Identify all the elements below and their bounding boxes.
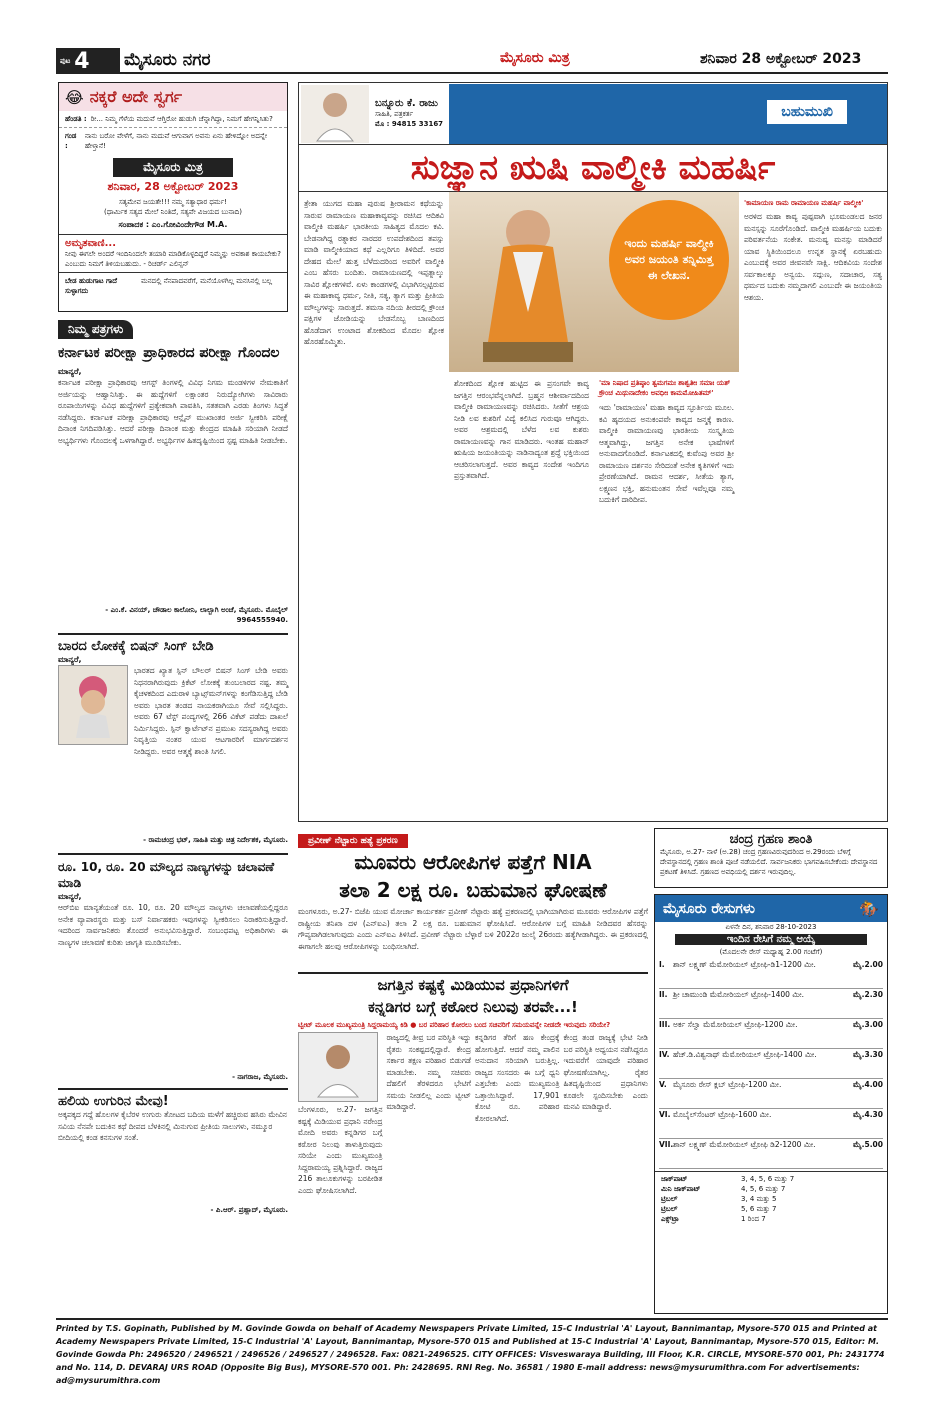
teaser-right: ಮನದಲ್ಲಿ ನೆನಪಾದವರೆಗೆ, ಮನೆಯೊಳಗಿಲ್ಲ ಮನಸಿನಲ್ಲಿ ಬಲ್ಲ [141, 277, 273, 285]
joke-box [58, 82, 288, 312]
cm-photo [298, 1032, 378, 1102]
letter-2-body-a: ಭಾರತದ ಖ್ಯಾತ ಸ್ಪಿನ್ ಬೌಲರ್ ಬಿಷನ್ ಸಿಂಗ್ ಬೇಡಿ ಅವರು ನಿಧನರಾಗಿರುವುದು ಕ್ರಿಕೆಟ್ ಲೋಕಕ್ಕೆ ತುಂಬಲಾರದ ನಷ್ಟ. ತಮ್ಮ ಕೈಚಳಕದಿಂದ ಎದುರಾಳಿ ಬ್ಯಾಟ್ಸ್‌ಮನ್‌ಗಳನ್ನು ಕಂಗೆಡಿಸುತ್ತಿದ್ದ ಬೇಡಿ ಅವರು ಭಾರತ ತಂಡದ ನಾಯಕರಾಗಿಯೂ ಸೇವೆ ಸಲ್ಲಿಸಿದ್ದರು. ಅವರು 67 ಟೆಸ್ಟ್ ಪಂದ್ಯಗಳಲ್ಲಿ 266 ವಿಕೆಟ್ ಪಡೆದು ದಾಖಲೆ ನಿರ್ಮಿಸಿದ್ದರು. ಸ್ಪಿನ್ ಕ್ವಾರ್ಟೆಟ್‌ನ ಪ್ರಮುಖ ಸದಸ್ಯರಾಗಿದ್ದ ಅವರು ನಿವೃತ್ತಿಯ ನಂತರ ಯುವ ಆಟಗಾರರಿಗೆ ಮಾರ್ಗದರ್ಶನ ನೀಡಿದ್ದರು. ಅವರ ಆತ್ಮಕ್ಕೆ ಶಾಂತಿ ಸಿಗಲಿ. [134, 666, 288, 756]
races-time: (ಮೊದಲನೇ ರೇಸ್ ಮಧ್ಯಾಹ್ನ 2.00 ಗಂಟೆಗೆ) [719, 948, 823, 956]
races-box [654, 894, 888, 1314]
races-list [655, 957, 887, 1171]
letter-2-sign: - ರಾಮಚಂದ್ರ ಭಟ್, ಸಾಹಿತಿ ಮತ್ತು ಚಿತ್ರ ನಿರ್ದೇಶಕ, ಮೈಸೂರು. [143, 836, 288, 844]
eclipse-notice [654, 828, 888, 888]
pm-col-2: ರಾಜ್ಯದಲ್ಲಿ ತೀವ್ರ ಬರ ಪರಿಸ್ಥಿತಿ ಇದ್ದು ರೈತರು ಸಂಕಷ್ಟದಲ್ಲಿದ್ದಾರೆ. ಕೇಂದ್ರ ಸರ್ಕಾರ ತಕ್ಷಣ ಪರಿಹಾರ ಬಿಡುಗಡೆ ಮಾಡಬೇಕು. ನಮ್ಮ ಸಚಿವರು ದೆಹಲಿಗೆ ತೆರಳಿದರೂ ಭೇಟಿಗೆ ಸಮಯ ನೀಡಲಿಲ್ಲ ಎಂದು ಟ್ವೀಟ್ ಮಾಡಿದ್ದಾರೆ. [386, 1033, 471, 1111]
amrutavani-title: ಅಮೃತವಾಣಿ... [65, 238, 116, 249]
letter-3-sign: - ನಾಗರಾಜ, ಮೈಸೂರು. [232, 1073, 288, 1081]
nia-headline-1: ಮೂವರು ಆರೋಪಿಗಳ ಪತ್ತೆಗೆ NIA [354, 850, 592, 874]
race-row: II. ಶ್ರೀ ಚಾಮುಂಡಿ ಮೆಮೋರಿಯಲ್ ಟ್ರೋಫಿ-1400 ಮೀ. ಮೈ.2.30 [659, 989, 883, 1019]
editorial-motto-2: (ಧಾರ್ಮಿಕ ಸತ್ಯದ ಮೇಲೆ ನಿಂತಿದೆ, ಸತ್ಯವೇ ವಿಜಯದ ಬುನಾದಿ) [104, 208, 242, 216]
races-today: ಇಂದಿನ ರೇಸಿಗೆ ನಮ್ಮ ಆಯ್ಕೆ [675, 934, 867, 945]
author-role: ಸಾಹಿತಿ, ಪತ್ರಕರ್ತ [375, 110, 414, 118]
nia-body: ಮಂಗಳೂರು, ಅ.27- ಬಿಜೆಪಿ ಯುವ ಮೋರ್ಚಾ ಕಾರ್ಯಕರ್ತ ಪ್ರವೀಣ್ ನೆಟ್ಟಾರು ಹತ್ಯೆ ಪ್ರಕರಣದಲ್ಲಿ ಭಾಗಿಯಾಗಿರುವ ಮೂವರು ಆರೋಪಿಗಳ ಪತ್ತೆಗೆ ರಾಷ್ಟ್ರೀಯ ತನಿಖಾ ದಳ (ಎನ್ಐಎ) ತಲಾ 2 ಲಕ್ಷ ರೂ. ಬಹುಮಾನ ಘೋಷಿಸಿದೆ. ಆರೋಪಿಗಳ ಬಗ್ಗೆ ಮಾಹಿತಿ ನೀಡಿದವರ ಹೆಸರನ್ನು ಗೌಪ್ಯವಾಗಿಡಲಾಗುವುದು ಎಂದು ಎನ್ಐಎ ತಿಳಿಸಿದೆ. ಪ್ರವೀಣ್ ನೆಟ್ಟಾರು ಬೆಳ್ಳಾರೆ ಬಳಿ 2022ರ ಜುಲೈ 26ರಂದು ಹತ್ಯೆಗೀಡಾಗಿದ್ದರು. ಈ ಪ್ರಕರಣದಲ್ಲಿ ಈಗಾಗಲೇ ಹಲವು ಆರೋಪಿಗಳನ್ನು ಬಂಧಿಸಲಾಗಿದೆ. [298, 907, 648, 951]
page-label: ಪುಟ [60, 57, 71, 65]
editor-label: ಸಂಪಾದಕ : [118, 220, 150, 229]
imprint-footer [56, 1318, 888, 1386]
race-row: VII. ಶಾನ್ ಲಕ್ಷ್ಮಣ್ ಮೆಮೋರಿಯಲ್ ಟ್ರೋಫಿ ಡಿ2-1200 ಮೀ. ಮೈ.5.00 [659, 1139, 883, 1169]
nia-headline-2: ತಲಾ 2 ಲಕ್ಷ ರೂ. ಬಹುಮಾನ ಘೋಷಣೆ [339, 878, 607, 902]
letter-3-salutation: ಮಾನ್ಯರೆ, [58, 892, 82, 901]
race-row: I. ಶಾನ್ ಲಕ್ಷ್ಮಣ್ ಮೆಮೋರಿಯಲ್ ಟ್ರೋಫಿ-ಡಿ1-1200 ಮೀ. ಮೈ.2.00 [659, 959, 883, 989]
amrutavani-text: ನೀವು ಈಗಲೇ ಅಂದರೆ ಇಂದಿನಿಂದಲೇ ತಯಾರಿ ಮಾಡಿಕೊಳ್ಳದಿದ್ದರೆ ನಿಮ್ಮನ್ನು ಅವಕಾಶ ಕಾಯಬೇಕು? ಎಂಬುದು ನಿಮಗೆ ತಿಳಿಯಬಹುದು. - ರಿಚರ್ಡ್ ಎಲಿನ್ಸನ್ [65, 250, 281, 268]
paper-name: ಮೈಸೂರು ಮಿತ್ರ [500, 50, 570, 66]
feature-col-4: ಅರಳಿದ ಮಹಾ ಕಾವ್ಯ ಪುಷ್ಪವಾಗಿ ಭೂಮಂಡಲದ ಜನರ ಮನಸ್ಸನ್ನು ಸೂರೆಗೊಂಡಿದೆ. ವಾಲ್ಮೀಕಿ ಮಹರ್ಷಿಯ ಬದುಕು ಪರಿವರ್ತನೆಯ ಸಂಕೇತ. ಮನುಷ್ಯ ಮನಸ್ಸು ಮಾಡಿದರೆ ಯಾವ ಸ್ಥಿತಿಯಿಂದಲೂ ಉನ್ನತ ಸ್ಥಾನಕ್ಕೆ ಏರಬಹುದು ಎಂಬುದಕ್ಕೆ ಅವರ ಜೀವನವೇ ಸಾಕ್ಷಿ. ಆದಿಕವಿಯ ಸಂದೇಶ ಸರ್ವಕಾಲಕ್ಕೂ ಅನ್ವಯ. ಸದ್ಗುಣ, ಸದಾಚಾರ, ಸತ್ಯ ಧರ್ಮದ ಬದುಕು ನಮ್ಮದಾಗಲಿ ಎಂಬುದೇ ಈ ಜಯಂತಿಯ ಆಶಯ. [744, 212, 882, 302]
letter-4-poem: ಅಕ್ಕಪಕ್ಕದ ಗದ್ದೆ ಹೊಲಗಳ ಕೈಬೆರಳ ಉಗುರು ತೋಟದ ಬದಿಯ ಮಳೆಗೆ ಹಚ್ಚಿರುವ ಹಸಿರು ಮೇವಿನ ಸವಿಯ ನೆನಪೇ ಬದುಕಿನ ಕಥೆ ದೀಪದ ಬೆಳಕಿನಲ್ಲಿ ಮಿನುಗುವ ಪ್ರೀತಿಯ ಸಾಲುಗಳು, ನಮ್ಮೂರ ಬೀದಿಯಲ್ಲಿ ಕಂಡ ಕನಸುಗಳ ಸಂತೆ. [58, 1110, 287, 1142]
pm-col-4: ಕೇಂದ್ರ ತಂಡ ರಾಜ್ಯಕ್ಕೆ ಭೇಟಿ ನೀಡಿ ಬರ ಪರಿಸ್ಥಿತಿ ಅಧ್ಯಯನ ನಡೆಸಿದ್ದರೂ ಇದುವರೆಗೆ ಯಾವುದೇ ಪರಿಹಾರ ಘೋಷಣೆಯಾಗಿಲ್ಲ. ರೈತರ ಹಿತದೃಷ್ಟಿಯಿಂದ ಪ್ರಧಾನಿಗಳು ಕೂಡಲೇ ಸ್ಪಂದಿಸಬೇಕು ಎಂದು ಮನವಿ ಮಾಡಿದ್ದಾರೆ. [563, 1033, 648, 1111]
letter-3-title: ರೂ. 10, ರೂ. 20 ಮೌಲ್ಯದ ನಾಣ್ಯಗಳನ್ನು ಚಲಾವಣೆ ಮಾಡಿ [58, 853, 288, 891]
editorial-date: ಶನಿವಾರ, 28 ಅಕ್ಟೋಬರ್ 2023 [107, 180, 239, 193]
race-row: VI. ಮೊಬೈಲ್‌ಸೆಂಟರ್ ಟ್ರೋಫಿ-1600 ಮೀ. ಮೈ.4.30 [659, 1109, 883, 1139]
joke-speaker-2: ಗಂಡ : [65, 132, 77, 150]
pm-col-3: ಕನ್ನಡಿಗರ ತೆರಿಗೆ ಹಣ ಕೇಂದ್ರಕ್ಕೆ ಹೋಗುತ್ತಿದೆ. ಆದರೆ ನಮ್ಮ ಪಾಲಿನ ಅನುದಾನ ಸರಿಯಾಗಿ ಬರುತ್ತಿಲ್ಲ. ರಾಜ್ಯದ ಸಂಸದರು ಈ ಬಗ್ಗೆ ಧ್ವನಿ ಎತ್ತಬೇಕು ಎಂದು ಮುಖ್ಯಮಂತ್ರಿ ಒತ್ತಾಯಿಸಿದ್ದಾರೆ. 17,901 ಕೋಟಿ ರೂ. ಪರಿಹಾರ ಕೋರಲಾಗಿದೆ. [475, 1033, 560, 1123]
pm-subhead: ಟ್ವೀಟ್ ಮೂಲಕ ಮುಖ್ಯಮಂತ್ರಿ ಸಿದ್ದರಾಮಯ್ಯ ಕಿಡಿ ● ಬರ ಪರಿಹಾರ ಕೋರಲು ಬಂದ ಸಚಿವರಿಗೆ ಸಮಯವನ್ನೇ ನೀಡದೇ ಇರುವುದು ಸರಿಯೇ? [298, 1021, 611, 1029]
joke-line-2: ನಾನು ಬರೋ ವೇಳೆಗೆ, ನಾನು ಮದುವೆ ಆಗುವಾಗ ಅವನು ಏನು ಹೇಳಿದ್ನೋ ಅದನ್ನೇ ಹೇಳ್ತಾನೆ! [84, 132, 268, 150]
letter-1-title: ಕರ್ನಾಟಕ ಪರೀಕ್ಷಾ ಪ್ರಾಧಿಕಾರದ ಪರೀಕ್ಷಾ ಗೊಂದಲ [58, 345, 280, 361]
author-name: ಬನ್ನೂರು ಕೆ. ರಾಜು [375, 98, 438, 109]
pm-story [298, 972, 648, 1314]
eclipse-body: ಮೈಸೂರು, ಅ.27- ನಾಳೆ (ಅ.28) ಚಂದ್ರ ಗ್ರಹಣವಿರುವುದರಿಂದ ಅ.29ರಂದು ಬೆಳಿಗ್ಗೆ ದೇವಸ್ಥಾನದಲ್ಲಿ ಗ್ರಹಣ ಶಾಂತಿ ಪೂಜೆ ನಡೆಯಲಿದೆ. ಸಾರ್ವಜನಿಕರು ಭಾಗವಹಿಸಬೇಕೆಂದು ದೇವಸ್ಥಾನದ ಪ್ರಕಟಣೆ ತಿಳಿಸಿದೆ. ಗ್ರಹಣದ ಅವಧಿಯಲ್ಲಿ ದರ್ಶನ ಇರುವುದಿಲ್ಲ. [660, 848, 878, 876]
bedi-portrait [58, 665, 128, 745]
pm-headline-1: ಜಗತ್ತಿನ ಕಷ್ಟಕ್ಕೆ ಮಿಡಿಯುವ ಪ್ರಧಾನಿಗಳಿಗೆ [377, 976, 569, 994]
race-row: V. ಮೈಸೂರು ರೇಸ್ ಕ್ಲಬ್ ಟ್ರೋಫಿ-1200 ಮೀ. ಮೈ.4.00 [659, 1079, 883, 1109]
letter-1-sign: - ಎಂ.ಕೆ. ವಿನಯ್, ಚೌಡಾಲ ಕಾಲೋನಿ, ಲಾಲ್ಬಾಗಿ ಅಂಚೆ, ಮೈಸೂರು. ಮೊಬೈಲ್ 9964555940. [105, 606, 288, 624]
feature-col-1: ತ್ರೇತಾ ಯುಗದ ಮಹಾ ಪುರುಷ ಶ್ರೀರಾಮನ ಕಥೆಯನ್ನು ಸಾರುವ ರಾಮಾಯಣ ಮಹಾಕಾವ್ಯವನ್ನು ರಚಿಸಿದ ಆದಿಕವಿ ವಾಲ್ಮೀಕಿ ಮಹರ್ಷಿ ಭಾರತೀಯ ಸಾಹಿತ್ಯದ ಮೊದಲ ಕವಿ. ಬೇಡನಾಗಿದ್ದ ರತ್ನಾಕರ ನಾರದರ ಉಪದೇಶದಿಂದ ತಪಸ್ಸು ಮಾಡಿ ವಾಲ್ಮೀಕಿಯಾದ ಕಥೆ ಎಲ್ಲರಿಗೂ ತಿಳಿದಿದೆ. ಅವರ ದೇಹದ ಮೇಲೆ ಹುತ್ತ ಬೆಳೆದುದರಿಂದ ಅವರಿಗೆ ವಾಲ್ಮೀಕಿ ಎಂಬ ಹೆಸರು ಬಂದಿತು. ರಾಮಾಯಣದಲ್ಲಿ ಇಪ್ಪತ್ನಾಲ್ಕು ಸಾವಿರ ಶ್ಲೋಕಗಳಿವೆ. ಏಳು ಕಾಂಡಗಳಲ್ಲಿ ವಿಭಾಗಿಸಲ್ಪಟ್ಟಿರುವ ಈ ಮಹಾಕಾವ್ಯ ಧರ್ಮ, ನೀತಿ, ಸತ್ಯ, ತ್ಯಾಗ ಮತ್ತು ಪ್ರೀತಿಯ ಮೌಲ್ಯಗಳನ್ನು ಸಾರುತ್ತದೆ. ತಮಸಾ ನದಿಯ ತೀರದಲ್ಲಿ ಕ್ರೌಂಚ ಪಕ್ಷಿಗಳ ಜೋಡಿಯನ್ನು ಬೇಡನೊಬ್ಬ ಬಾಣದಿಂದ ಹೊಡೆದಾಗ ಉಂಟಾದ ಶೋಕದಿಂದ ಮೊದಲ ಶ್ಲೋಕ ಹೊರಹೊಮ್ಮಿತು. [304, 199, 444, 346]
race-row: III. ಅರ್ಕ ಸೆಲ್ವಾ ಮೆಮೋರಿಯಲ್ ಟ್ರೋಫಿ-1200 ಮೀ. ಮೈ.3.00 [659, 1019, 883, 1049]
pm-col-1: ಬೆಂಗಳೂರು, ಅ.27- ಜಗತ್ತಿನ ಕಷ್ಟಕ್ಕೆ ಮಿಡಿಯುವ ಪ್ರಧಾನಿ ನರೇಂದ್ರ ಮೋದಿ ಅವರು ಕನ್ನಡಿಗರ ಬಗ್ಗೆ ಕಠೋರ ನಿಲುವು ತಾಳುತ್ತಿರುವುದು ಸರಿಯೇ ಎಂದು ಮುಖ್ಯಮಂತ್ರಿ ಸಿದ್ದರಾಮಯ್ಯ ಪ್ರಶ್ನಿಸಿದ್ದಾರೆ. ರಾಜ್ಯದ 216 ತಾಲೂಕುಗಳನ್ನು ಬರಪೀಡಿತ ಎಂದು ಘೋಷಿಸಲಾಗಿದೆ. [298, 1105, 383, 1195]
joke-line-1: ರೀ... ನಿಮ್ಮ ಗೆಳೆಯ ಮದುವೆ ಆಗ್ತಿರೋ ಹುಡುಗಿ ಚೆನ್ನಾಗಿದ್ದಾ, ನಿಮಗೆ ಹೇಗನ್ನಿಸಿತು? [90, 115, 273, 123]
letters-header: ನಿಮ್ಮ ಪತ್ರಗಳು [58, 320, 133, 339]
letters-column [58, 318, 288, 1408]
letter-3-body: ಆರ್‌ಬಿಐ ಮಾನ್ಯತೆಯಂತೆ ರೂ. 10, ರೂ. 20 ಮೌಲ್ಯದ ನಾಣ್ಯಗಳು ಚಲಾವಣೆಯಲ್ಲಿದ್ದರೂ ಅನೇಕ ವ್ಯಾಪಾರಸ್ಥರು ಮತ್ತು ಬಸ್ ನಿರ್ವಾಹಕರು ಇವುಗಳನ್ನು ಸ್ವೀಕರಿಸಲು ನಿರಾಕರಿಸುತ್ತಿದ್ದಾರೆ. ಇದರಿಂದ ಸಾರ್ವಜನಿಕರು ತೊಂದರೆ ಅನುಭವಿಸುತ್ತಿದ್ದಾರೆ. ಸಂಬಂಧಪಟ್ಟ ಅಧಿಕಾರಿಗಳು ಈ ನಾಣ್ಯಗಳ ಚಲಾವಣೆ ಕುರಿತು ಜಾಗೃತಿ ಮೂಡಿಸಬೇಕು. [58, 903, 288, 947]
laughing-face-icon: 😂 [65, 87, 84, 107]
letter-2-title: ಬಾರದ ಲೋಕಕ್ಕೆ ಬಿಷನ್ ಸಿಂಗ್ ಬೇಡಿ [58, 633, 288, 654]
feature-article [298, 82, 888, 822]
feature-quote: 'ಮಾ ನಿಷಾದ ಪ್ರತಿಷ್ಠಾಂ ತ್ವಮಗಮಃ ಶಾಶ್ವತೀಃ ಸಮಾಃ ಯತ್ ಕ್ರೌಂಚ ಮಿಥುನಾದೇಕಂ ಅವಧೀಃ ಕಾಮಮೋಹಿತಮ್' [599, 379, 731, 397]
page-number-badge [56, 48, 120, 74]
races-title: ಮೈಸೂರು ರೇಸುಗಳು [663, 900, 755, 917]
editor-name: ಎಂ.ಗೋವಿಂದೇಗೌಡ M.A. [151, 220, 228, 229]
racehorse-icon: 🏇 [859, 899, 879, 918]
valmiki-illustration [449, 192, 739, 372]
editorial-motto: ಸತ್ಯಮೇವ ಜಯತೇ!!! ನಮ್ಮ ಸತ್ಯಾಧಾರ ಧರ್ಮ! [118, 198, 228, 206]
races-summary: ಜಾಕ್‌ಪಾಟ್ 3, 4, 5, 6 ಮತ್ತು 7 ಮಿನಿ ಜಾಕ್‌ಪಾಟ್ 4, 5, 6 ಮತ್ತು 7 ಟ್ರಿಬಲ್ 3, 4 ಮತ್ತು 5 ಟ್ರಿಬಲ್ 5, 6 ಮತ್ತು 7 ಎಕ್ಸ್‌ಟ್ರಾ 1 ರಿಂದ 7 [655, 1171, 887, 1226]
race-row: IV. ಹೆಚ್.ಡಿ.ವಿಶ್ವನಾಥ್ ಮೆಮೋರಿಯಲ್ ಟ್ರೋಫಿ-1400 ಮೀ. ಮೈ.3.30 [659, 1049, 883, 1079]
feature-headline: ಸುಜ್ಞಾನ ಋಷಿ ವಾಲ್ಮೀಕಿ ಮಹರ್ಷಿ [299, 145, 887, 192]
letter-1-body: ಕರ್ನಾಟಕ ಪರೀಕ್ಷಾ ಪ್ರಾಧಿಕಾರವು ಆಗಸ್ಟ್ ತಿಂಗಳಲ್ಲಿ ವಿವಿಧ ನಿಗಮ ಮಂಡಳಿಗಳ ನೇಮಕಾತಿಗೆ ಅರ್ಜಿಯನ್ನು ಆಹ್ವಾನಿಸಿತ್ತು. ಈ ಹುದ್ದೆಗಳಿಗೆ ಲಕ್ಷಾಂತರ ನಿರುದ್ಯೋಗಿಗಳು ಸಾವಿರಾರು ರೂಪಾಯಿಗಳನ್ನು ವಿವಿಧ ಹುದ್ದೆಗಳಿಗೆ ಪ್ರತ್ಯೇಕವಾಗಿ ಪಾವತಿಸಿ, ಸತತವಾಗಿ ಎರಡು ತಿಂಗಳು ಸಿದ್ಧತೆ ನಡೆಸಿದ್ದರು. ಕರ್ನಾಟಕ ಪರೀಕ್ಷಾ ಪ್ರಾಧಿಕಾರವು ಆನ್ಲೈನ್ ಮುಖಾಂತರ ಅರ್ಜಿ ಸ್ವೀಕರಿಸಿ ಪರೀಕ್ಷೆ ದಿನಾಂಕ ನಿಗದಿಪಡಿಸಿತ್ತು. ಆದರೆ ಪರೀಕ್ಷಾ ದಿನಾಂಕ ಮತ್ತು ಕೇಂದ್ರದ ಮಾಹಿತಿ ಸರಿಯಾಗಿ ನೀಡದೆ ಅಭ್ಯರ್ಥಿಗಳು ಗೊಂದಲಕ್ಕೆ ಒಳಗಾಗಿದ್ದಾರೆ. ಅಭ್ಯರ್ಥಿಗಳ ಹಿತದೃಷ್ಟಿಯಿಂದ ಸ್ಪಷ್ಟ ಮಾಹಿತಿ ನೀಡಬೇಕು. [58, 378, 288, 445]
teaser-left: ಬೇಡ ಹುಡುಗಾಟ ಗಾದೆ ಸುಳ್ಳಾಗದು [65, 277, 118, 295]
feature-sub-heading: 'ಕಾಮಾಯಣ ರಾಮ ರಾಮಾಯಣ ಮಹರ್ಷಿ ವಾಲ್ಮೀಕಿ' [744, 199, 864, 207]
eclipse-title: ಚಂದ್ರ ಗ್ರಹಣ ಶಾಂತಿ [729, 832, 813, 847]
feature-tag: ಬಹುಮುಖಿ [767, 100, 847, 124]
feature-col-2: ಶೋಕದಿಂದ ಶ್ಲೋಕ ಹುಟ್ಟಿದ ಈ ಪ್ರಸಂಗವೇ ಕಾವ್ಯ ಜಗತ್ತಿನ ಆರಂಭವೆನ್ನಲಾಗಿದೆ. ಬ್ರಹ್ಮನ ಆಶೀರ್ವಾದದಿಂದ ವಾಲ್ಮೀಕಿ ರಾಮಾಯಣವನ್ನು ರಚಿಸಿದರು. ಸೀತೆಗೆ ಆಶ್ರಯ ನೀಡಿ ಲವ ಕುಶರಿಗೆ ವಿದ್ಯೆ ಕಲಿಸಿದ ಗುರುವೂ ಆಗಿದ್ದರು. ಅವರ ಆಶ್ರಮದಲ್ಲಿ ಬೆಳೆದ ಲವ ಕುಶರು ರಾಮಾಯಣವನ್ನು ಗಾನ ಮಾಡಿದರು. ಇಂತಹ ಮಹಾನ್ ಋಷಿಯ ಜಯಂತಿಯನ್ನು ನಾಡಿನಾದ್ಯಂತ ಶ್ರದ್ಧೆ ಭಕ್ತಿಯಿಂದ ಆಚರಿಸಲಾಗುತ್ತದೆ. ಅವರ ಕಾವ್ಯದ ಸಂದೇಶ ಇಂದಿಗೂ ಪ್ರಸ್ತುತವಾಗಿದೆ. [454, 379, 589, 480]
imprint-text: Printed by T.S. Gopinath, Published by M. Govinde Gowda on behalf of Academy Newspapers Private Limited, 15-C Industrial 'A' Layout, Bannimantap, Mysore-570 015 and Printed at Academy Newspapers Private Limited, 15-C Industrial 'A' Layout, Bannimantap, Mysore-570 015 and Published at 15-C Industrial 'A' Layout, Bannimantap, Mysore-570 015, Editor: M. Govinde Gowda Ph: 2496520 / 2496521 / 2496526 / 2496527 / 2496528. Fax: 0821-2496525. CITY OFFICES: Visveswaraya Building, III Floor, K.R. CIRCLE, MYSORE-570 001, Ph: 2431774 and No. 114, D. DEVARAJ URS ROAD (Opposite Big Bus), MYSORE-570 001. Ph: 2428695. RNI Reg. No. 36581 / 1980 E-mail address: news@mysurumithra.com For advertisements: ad@mysurumithra.com [56, 1324, 885, 1385]
letter-2-salutation: ಮಾನ್ಯರೆ, [58, 655, 82, 664]
joke-speaker-1: ಹೆಂಡತಿ : [65, 115, 87, 123]
joke-title: ನಕ್ಕರೆ ಅದೇ ಸ್ವರ್ಗ [89, 87, 182, 106]
feature-banner [449, 84, 887, 144]
pm-headline-2: ಕನ್ನಡಿಗರ ಬಗ್ಗೆ ಕಠೋರ ನಿಲುವು ತರವೇ...! [368, 998, 578, 1016]
letter-1-salutation: ಮಾನ್ಯರೆ, [58, 367, 82, 376]
author-phone: ಮೊ : 94815 33167 [375, 120, 444, 128]
page-number: 4 [74, 48, 90, 74]
section-title: ಮೈಸೂರು ನಗರ [124, 50, 211, 70]
letter-4-title: ಹಲಿಯ ಉಗುರಿನ ಮೇವು! [58, 1088, 288, 1109]
nia-kicker: ಪ್ರವೀಣ್ ನೆಟ್ಟಾರು ಹತ್ಯೆ ಪ್ರಕರಣ [298, 834, 408, 848]
author-photo [301, 85, 369, 143]
editorial-name: ಮೈಸೂರು ಮಿತ್ರ [113, 158, 233, 177]
letter-4-sign: - ಪಿ.ಆರ್. ಪ್ರಹ್ಲಾದ್, ಮೈಸೂರು. [210, 1206, 288, 1214]
date-line: ಶನಿವಾರ 28 ಅಕ್ಟೋಬರ್ 2023 [700, 51, 862, 67]
jayanti-badge: ಇಂದು ಮಹರ್ಷಿ ವಾಲ್ಮೀಕಿ ಅವರ ಜಯಂತಿ ತನ್ನಿಮಿತ್ತ ಈ ಲೇಖನ. [609, 200, 729, 320]
feature-col-3: ಇದು 'ರಾಮಾಯಣ' ಮಹಾ ಕಾವ್ಯದ ಸ್ಫೂರ್ತಿಯ ಮೂಲ. ಕವಿ ಹೃದಯದ ಅನುಕಂಪವೇ ಕಾವ್ಯದ ಜನ್ಮಕ್ಕೆ ಕಾರಣ. ವಾಲ್ಮೀಕಿ ರಾಮಾಯಣವು ಭಾರತೀಯ ಸಂಸ್ಕೃತಿಯ ಆತ್ಮವಾಗಿದ್ದು, ಜಗತ್ತಿನ ಅನೇಕ ಭಾಷೆಗಳಿಗೆ ಅನುವಾದಗೊಂಡಿದೆ. ಕರ್ನಾಟಕದಲ್ಲಿ ಕುವೆಂಪು ಅವರ ಶ್ರೀ ರಾಮಾಯಣ ದರ್ಶನಂ ಸೇರಿದಂತೆ ಅನೇಕ ಕೃತಿಗಳಿಗೆ ಇದು ಪ್ರೇರಣೆಯಾಗಿದೆ. ರಾಮನ ಆದರ್ಶ, ಸೀತೆಯ ತ್ಯಾಗ, ಲಕ್ಷ್ಮಣನ ಭಕ್ತಿ, ಹನುಮಂತನ ಸೇವೆ ಇವೆಲ್ಲವೂ ನಮ್ಮ ಬದುಕಿಗೆ ದಾರಿದೀಪ. [599, 403, 734, 504]
races-subtitle: ಏಳನೇ ದಿನ, ಶನಿವಾರ 28-10-2023 [725, 923, 817, 931]
nia-story [298, 828, 648, 968]
